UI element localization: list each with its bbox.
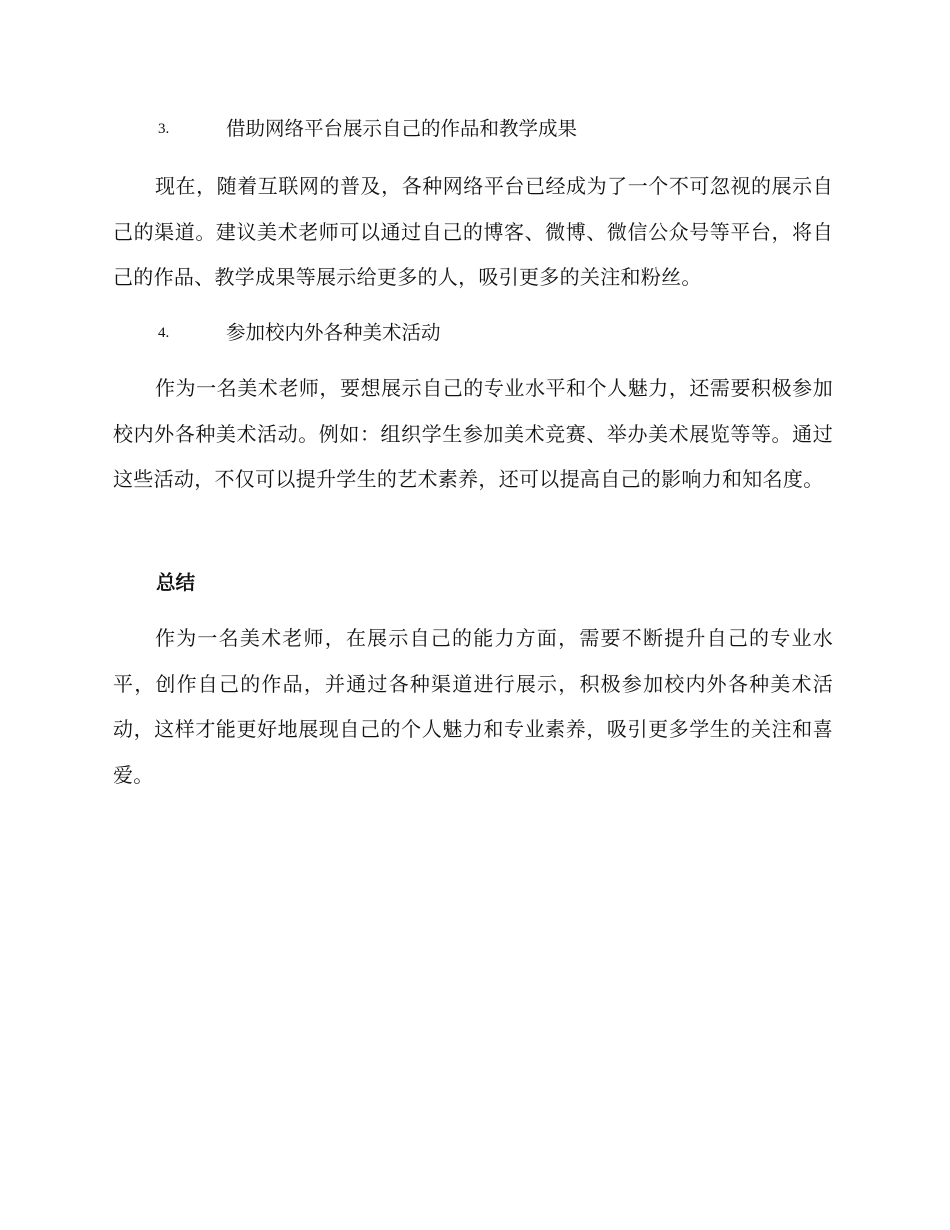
list-item-title: 借助网络平台展示自己的作品和教学成果 [226, 117, 578, 140]
list-item-title: 参加校内外各种美术活动 [226, 321, 441, 344]
paragraph-summary: 作为一名美术老师，在展示自己的能力方面，需要不断提升自己的专业水平，创作自己的作品，并通过各种渠道进行展示，积极参加校内外各种美术活动，这样才能更好地展现自己的个人魅力和专业素养，吸引更多学生的关注和喜爱。 [113, 626, 833, 787]
list-item-3-heading [158, 114, 577, 144]
list-item-4-heading [158, 318, 441, 348]
summary-heading: 总结 [156, 571, 196, 594]
paragraph-art-activities: 作为一名美术老师，要想展示自己的专业水平和个人魅力，还需要积极参加校内外各种美术活动。例如：组织学生参加美术竞赛、举办美术展览等等。通过这些活动，不仅可以提升学生的艺术素养，还可以提高自己的影响力和知名度。 [113, 376, 833, 491]
list-item-number: 3. [158, 121, 170, 137]
paragraph-network-platforms: 现在，随着互联网的普及，各种网络平台已经成为了一个不可忽视的展示自己的渠道。建议美术老师可以通过自己的博客、微博、微信公众号等平台，将自己的作品、教学成果等展示给更多的人，吸引更多的关注和粉丝。 [113, 174, 833, 289]
list-item-number: 4. [158, 325, 170, 341]
